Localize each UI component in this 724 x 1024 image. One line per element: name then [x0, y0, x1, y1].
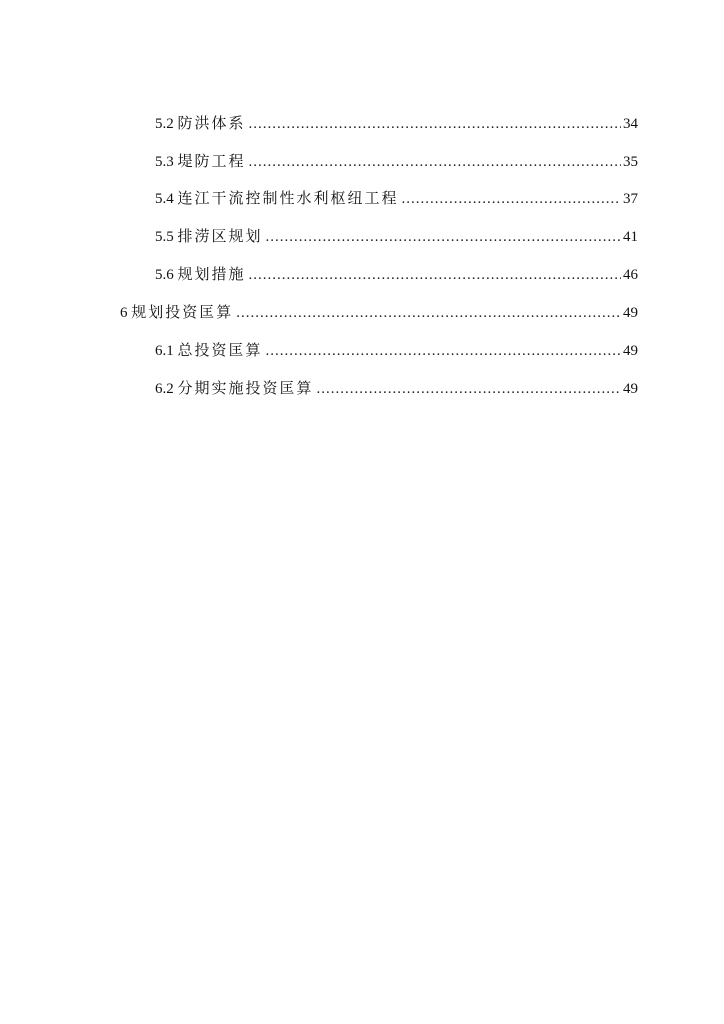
toc-entry-page: 49	[623, 343, 638, 359]
toc-entry-number: 5.5	[155, 229, 174, 245]
toc-entry-page: 37	[623, 191, 638, 207]
toc-entry-page: 46	[623, 267, 638, 283]
toc-entry-number: 5.4	[155, 191, 174, 207]
toc-entry-title: 规划投资匡算	[131, 305, 234, 321]
toc-entry[interactable]	[155, 263, 638, 287]
toc-entry[interactable]	[120, 301, 638, 325]
toc-dot-leader	[249, 112, 621, 136]
toc-dot-leader	[236, 301, 621, 325]
toc-entry-page: 49	[623, 381, 638, 397]
toc-dot-leader	[266, 339, 621, 363]
toc-entry-title: 防洪体系	[177, 116, 246, 132]
toc-entry-page: 49	[623, 305, 638, 321]
toc-entry-number: 5.6	[155, 267, 174, 283]
toc-entry-number: 5.3	[155, 154, 174, 170]
toc-entry-page: 41	[623, 229, 638, 245]
toc-dot-leader	[266, 225, 621, 249]
toc-entry-number: 5.2	[155, 116, 174, 132]
toc-entry-number: 6.2	[155, 381, 174, 397]
toc-entry[interactable]	[155, 150, 638, 174]
toc-entry-title: 分期实施投资匡算	[177, 381, 314, 397]
toc-dot-leader	[317, 377, 621, 401]
toc-entry-number: 6.1	[155, 343, 174, 359]
toc-entry-title: 排涝区规划	[177, 229, 263, 245]
toc-entry-number: 6	[120, 305, 128, 321]
toc-entry[interactable]	[155, 377, 638, 401]
toc-entry[interactable]	[155, 187, 638, 211]
toc-entry-title: 规划措施	[177, 267, 246, 283]
toc-entry-title: 总投资匡算	[177, 343, 263, 359]
toc-entry-title: 堤防工程	[177, 154, 246, 170]
toc-entry[interactable]	[155, 112, 638, 136]
toc-entry-title: 连江干流控制性水利枢纽工程	[177, 191, 399, 207]
toc-entry-page: 34	[623, 116, 638, 132]
toc-dot-leader	[249, 150, 621, 174]
toc-dot-leader	[249, 263, 621, 287]
toc-entry-page: 35	[623, 154, 638, 170]
toc-entry[interactable]	[155, 225, 638, 249]
toc-entry[interactable]	[155, 339, 638, 363]
toc-dot-leader	[402, 187, 621, 211]
